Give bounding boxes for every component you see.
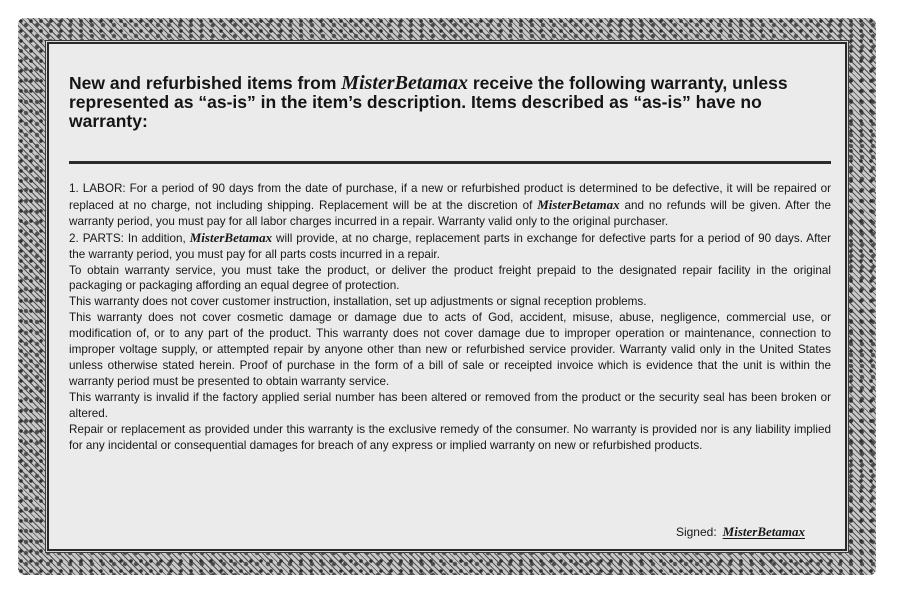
- heading-divider: [69, 161, 831, 164]
- warranty-heading: [69, 74, 831, 131]
- damage-exclusion: This warranty does not cover cosmetic damage or damage due to acts of God, accident, misuse, abuse, negligence, commercial use, or modification of, or to any part of the product. This warranty does not cover damage due to improper operation or maintenance, connection to improper voltage supply, or attempted repair by anyone other than new or refurbished service provider. Warranty valid only in the United States unless otherwise stated herein. Proof of purchase in the form of a bill of sale or receipted invoice which is evidence that the unit is within the warranty period must be presented to obtain warranty service.: [69, 311, 831, 388]
- service-clause: To obtain warranty service, you must take the product, or deliver the product freight prepaid to the designated repair facility in the original packaging or packaging affording an equal degree of protection.: [69, 263, 831, 293]
- warranty-certificate: [18, 18, 876, 575]
- remedy-clause: Repair or replacement as provided under this warranty is the exclusive remedy of the consumer. No warranty is provided nor is any liability implied for any incidental or consequential damages for breach of any express or implied warranty on new or refurbished products.: [69, 422, 831, 452]
- brand-name-inline: MisterBetamax: [189, 229, 273, 245]
- signature: MisterBetamax: [722, 524, 805, 539]
- parts-clause-text: 2. PARTS: In addition,: [69, 231, 190, 245]
- brand-name-inline: MisterBetamax: [537, 196, 620, 212]
- parts-clause-text-end: will provide, at no charge, replacement parts in exchange for defective parts for a period of 90 days. After the warranty period, you must pay for all parts costs incurred in a repair.: [69, 231, 831, 261]
- warranty-terms: [69, 181, 831, 453]
- labor-clause-text: 1. LABOR: For a period of 90 days from the date of purchase, if a new or refurbished product is determined to be defective, it will be repaired or replaced at no charge, not including shipping. Replacement will be at the discretion of: [69, 182, 831, 212]
- parts-clause: [69, 230, 831, 263]
- brand-name: MisterBetamax: [341, 72, 468, 94]
- labor-clause-text-end: and no refunds will be given. After the warranty period, you must pay for all labor charges incurred in a repair. Warranty valid only to the original purchaser.: [69, 198, 831, 228]
- heading-rest: receive the following warranty, unless represented as “as-is” in the item’s description. Items described as “as-is” have no warranty:: [69, 73, 788, 131]
- warranty-panel: [47, 42, 847, 551]
- installation-exclusion: This warranty does not cover customer instruction, installation, set up adjustments or signal reception problems.: [69, 295, 647, 309]
- signed-label: Signed:: [675, 525, 717, 539]
- labor-clause: [69, 181, 831, 230]
- serial-clause: This warranty is invalid if the factory applied serial number has been altered or removed from the product or the security seal has been broken or altered.: [69, 390, 831, 420]
- heading-intro: New and refurbished items from: [69, 73, 342, 93]
- signature-block: [676, 524, 805, 540]
